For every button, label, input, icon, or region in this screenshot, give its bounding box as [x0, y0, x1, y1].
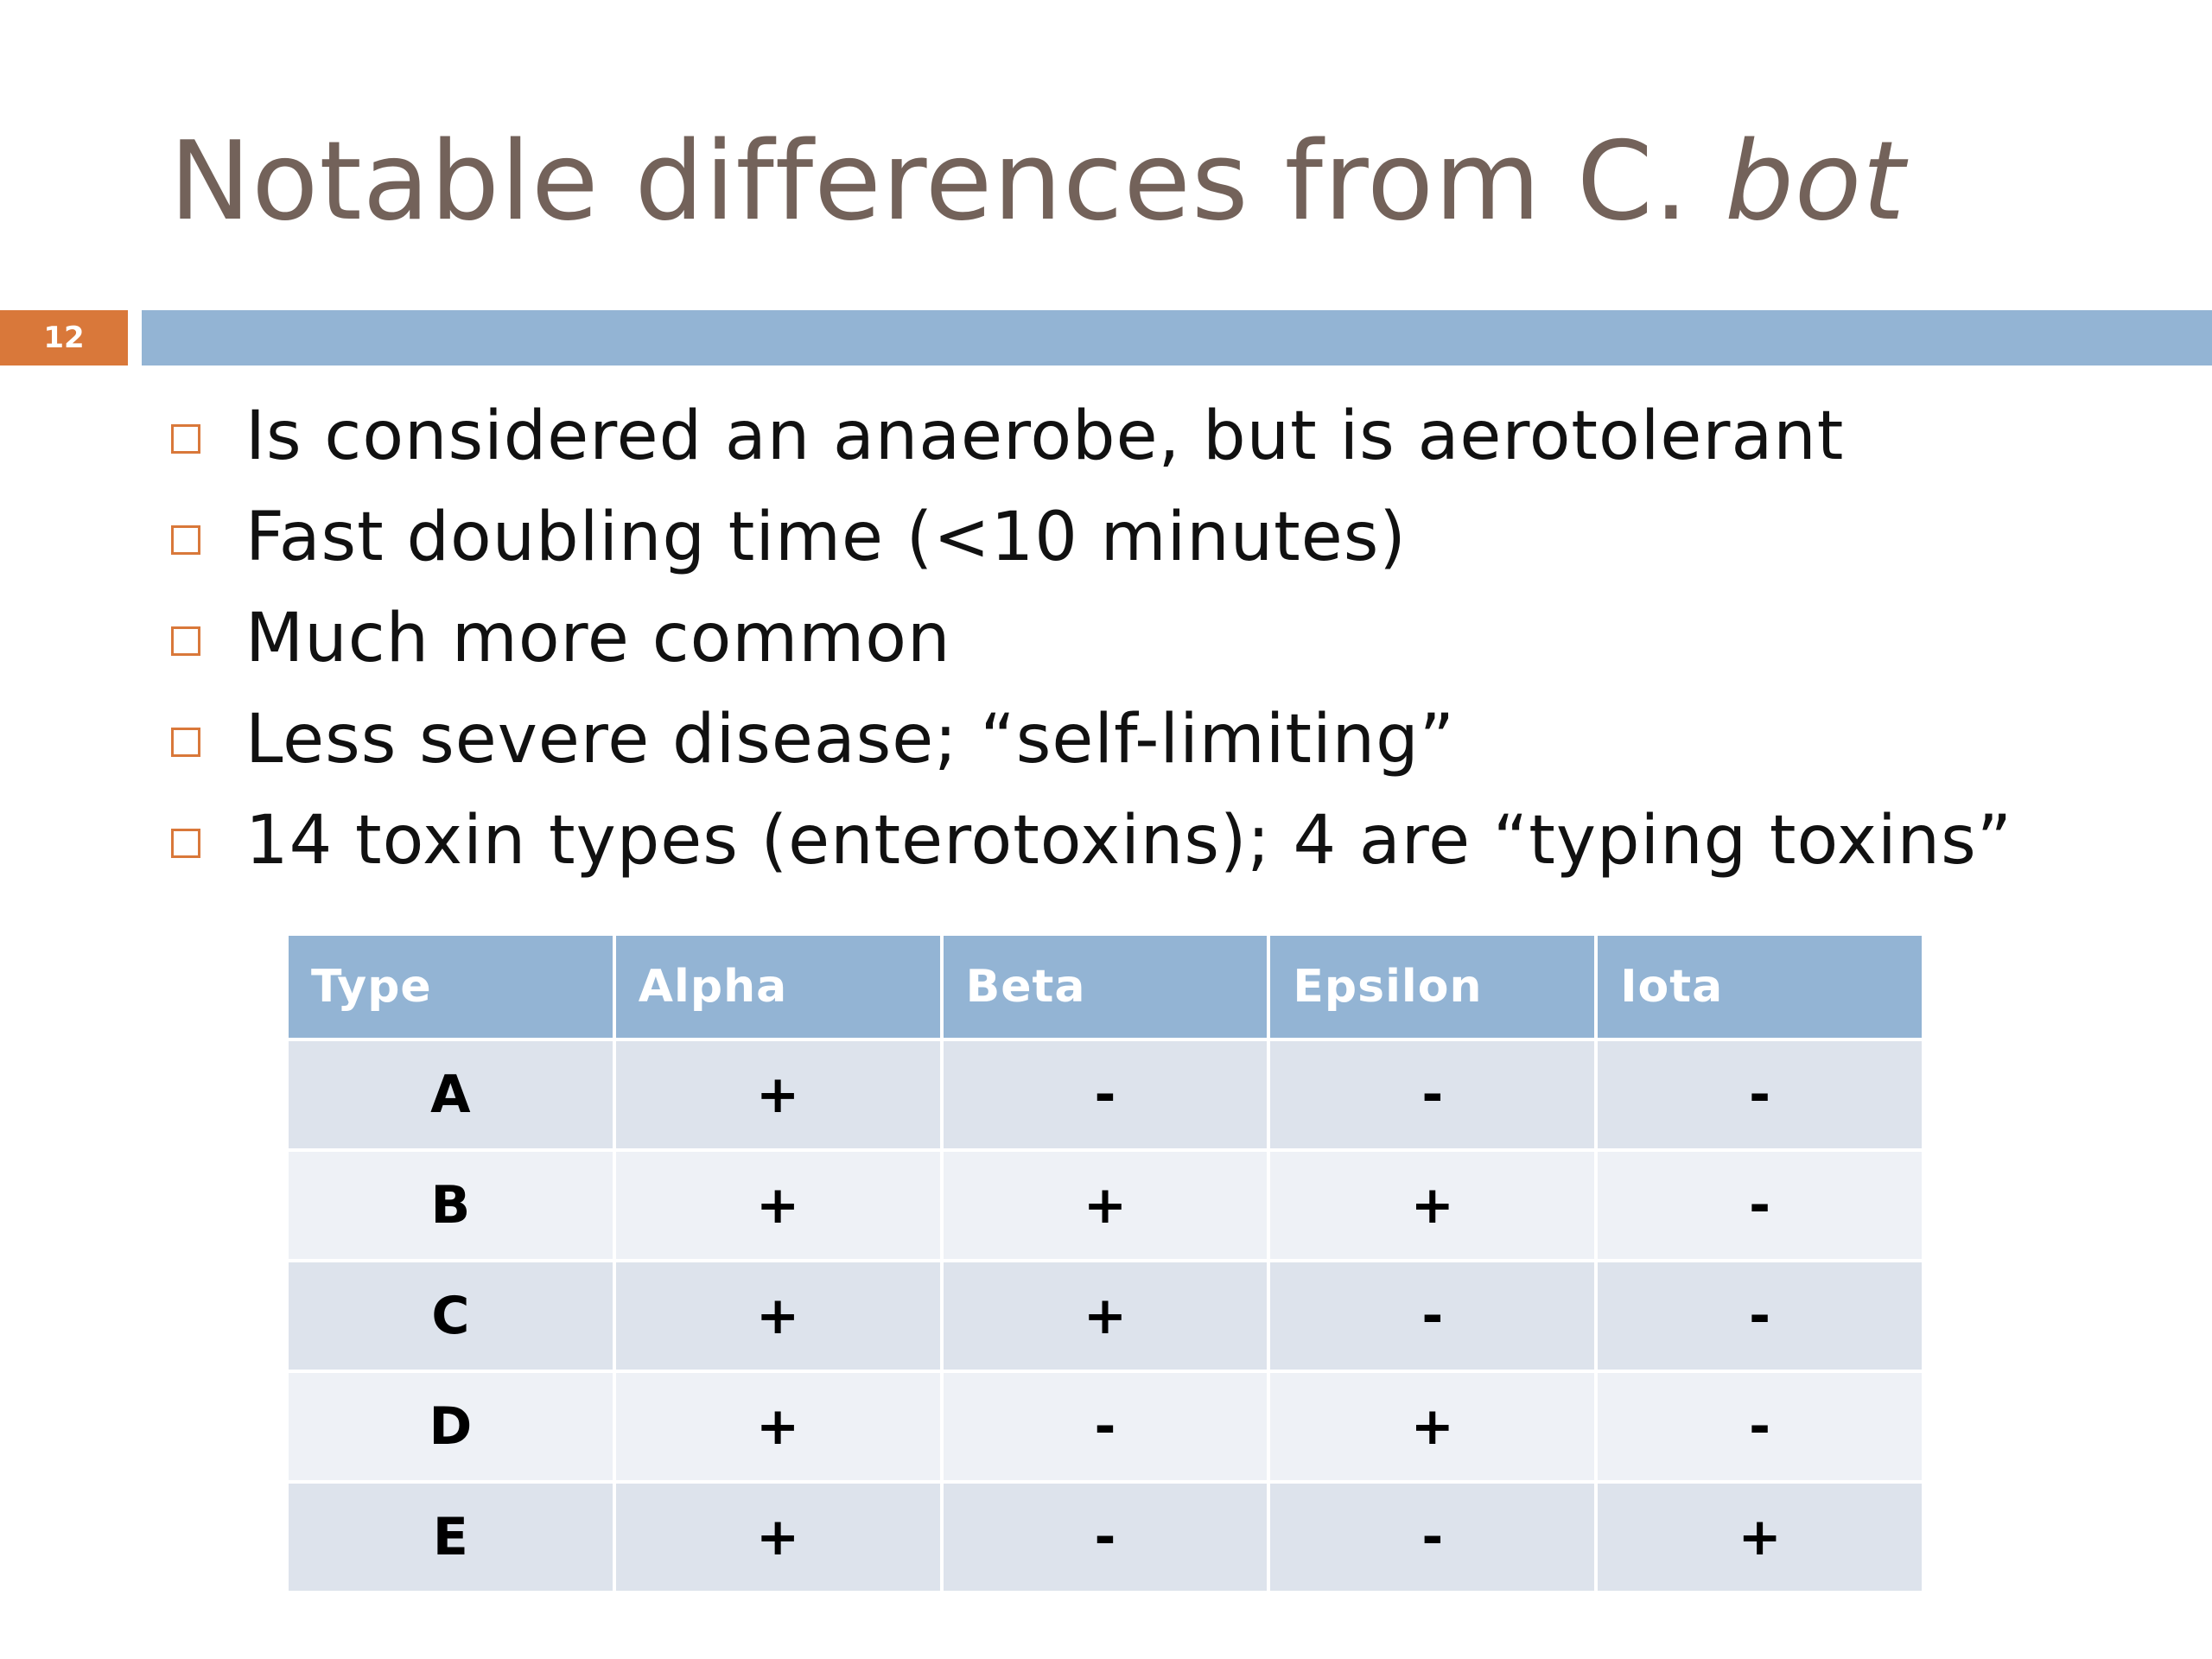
slide-title	[169, 112, 1906, 251]
table-cell: +	[616, 1484, 940, 1591]
column-header-beta: Beta	[944, 936, 1268, 1038]
table-cell: C	[289, 1262, 613, 1370]
table-cell: -	[1270, 1041, 1594, 1148]
table-cell: -	[1270, 1262, 1594, 1370]
bullet-item	[171, 486, 2012, 588]
bullet-text: 14 toxin types (enterotoxins); 4 are “typing toxins”	[245, 801, 2013, 880]
slide-number-badge: 12	[0, 310, 128, 365]
hollow-square-bullet-icon	[171, 829, 200, 858]
table-row	[289, 1373, 1922, 1480]
title-divider-bar	[142, 310, 2212, 365]
table-cell: -	[944, 1041, 1268, 1148]
table-row	[289, 1152, 1922, 1259]
table-cell: -	[1270, 1484, 1594, 1591]
table-row	[289, 1484, 1922, 1591]
column-header-type: Type	[289, 936, 613, 1038]
column-header-iota: Iota	[1598, 936, 1922, 1038]
hollow-square-bullet-icon	[171, 424, 200, 454]
hollow-square-bullet-icon	[171, 626, 200, 656]
slide-title-italic: bot	[1725, 118, 1906, 245]
table-row	[289, 1041, 1922, 1148]
table-cell: +	[944, 1152, 1268, 1259]
toxin-type-table	[285, 932, 1925, 1594]
bullet-item	[171, 689, 2012, 790]
table-cell: +	[1270, 1373, 1594, 1480]
table-cell: +	[944, 1262, 1268, 1370]
hollow-square-bullet-icon	[171, 728, 200, 757]
table-cell: A	[289, 1041, 613, 1148]
table-cell: +	[616, 1152, 940, 1259]
table-cell: +	[616, 1262, 940, 1370]
slide-title-main: Notable differences from C.	[169, 118, 1689, 245]
table-cell: -	[1598, 1152, 1922, 1259]
bullet-text: Is considered an anaerobe, but is aerotolerant	[245, 397, 1845, 475]
table-cell: E	[289, 1484, 613, 1591]
table-row	[289, 1262, 1922, 1370]
table-cell: -	[944, 1373, 1268, 1480]
bullet-item	[171, 588, 2012, 689]
bullet-list	[171, 385, 2012, 891]
bullet-text: Less severe disease; “self-limiting”	[245, 700, 1456, 779]
table-cell: +	[616, 1373, 940, 1480]
bullet-text: Fast doubling time (<10 minutes)	[245, 498, 1407, 576]
table-cell: +	[616, 1041, 940, 1148]
table-cell: -	[1598, 1041, 1922, 1148]
table-cell: B	[289, 1152, 613, 1259]
column-header-alpha: Alpha	[616, 936, 940, 1038]
table-header-row	[289, 936, 1922, 1038]
bullet-item	[171, 385, 2012, 486]
bullet-item	[171, 790, 2012, 891]
bullet-text: Much more common	[245, 599, 951, 677]
table-cell: +	[1598, 1484, 1922, 1591]
table-cell: -	[1598, 1373, 1922, 1480]
hollow-square-bullet-icon	[171, 525, 200, 555]
table-cell: -	[1598, 1262, 1922, 1370]
table-cell: -	[944, 1484, 1268, 1591]
table-cell: +	[1270, 1152, 1594, 1259]
column-header-epsilon: Epsilon	[1270, 936, 1594, 1038]
table-cell: D	[289, 1373, 613, 1480]
